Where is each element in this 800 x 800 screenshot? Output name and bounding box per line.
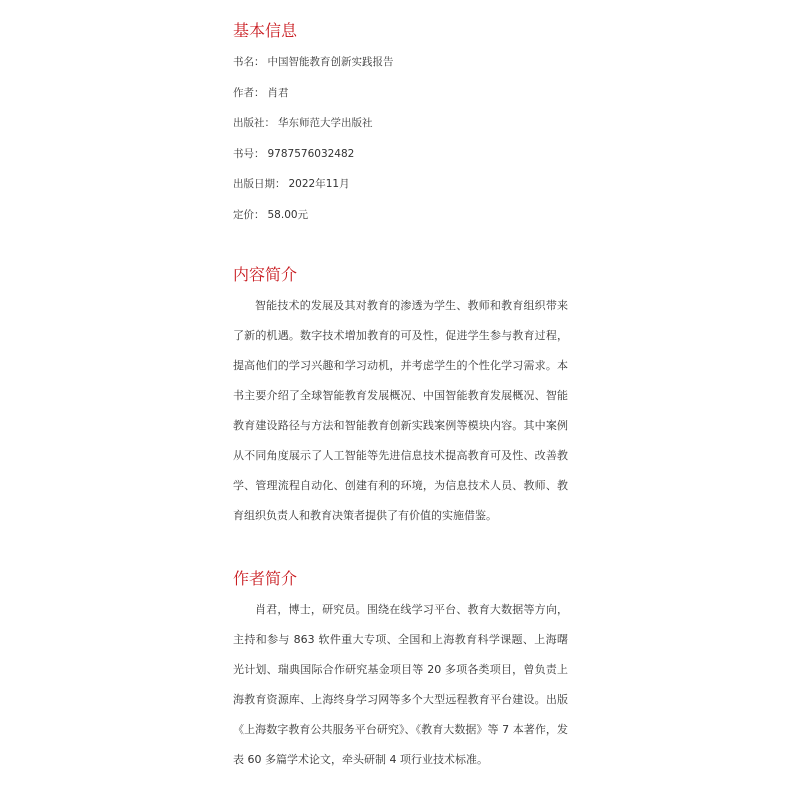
info-title-line: 书名： 中国智能教育创新实践报告 <box>233 56 394 68</box>
info-label: 出版社 <box>233 117 265 129</box>
info-label: 作者 <box>233 87 254 99</box>
info-publisher-line: 出版社： 华东师范大学出版社 <box>233 117 373 129</box>
info-isbn-line: 书号： 9787576032482 <box>233 148 355 160</box>
info-price-line: 定价： 58.00元 <box>233 209 309 221</box>
info-label: 定价 <box>233 209 254 221</box>
info-value: 9787576032482 <box>267 148 355 160</box>
info-label: 书名 <box>233 56 254 68</box>
info-label: 书号 <box>233 148 254 160</box>
info-date-line: 出版日期： 2022年11月 <box>233 178 350 190</box>
content-intro-heading: 内容简介 <box>233 265 298 284</box>
info-value: 肖君 <box>267 87 289 99</box>
basic-info-heading: 基本信息 <box>233 21 298 40</box>
info-label: 出版日期 <box>233 178 275 190</box>
author-intro-text: 肖君，博士，研究员。围绕在线学习平台、教育大数据等方向，主持和参与 863 软件重大专项、全国和上海教育科学课题、上海曙光计划、瑞典国际合作研究基金项目等 20 多项各类项目，曾负责上海教育资源库、上海终身学习网等多个大型远程教育平台建设。出版《上海数字教育公共服务平台研究》、《教育大数据》等 7 本著作，发表 60 多篇学术论文，牵头研制 4 项行业技术标准。 <box>233 603 568 766</box>
info-value: 2022年11月 <box>288 178 350 190</box>
info-value: 华东师范大学出版社 <box>278 117 373 129</box>
author-intro-heading: 作者简介 <box>233 569 298 588</box>
info-author-line: 作者： 肖君 <box>233 87 289 99</box>
info-value: 58.00元 <box>267 209 309 221</box>
content-intro-text: 智能技术的发展及其对教育的渗透为学生、教师和教育组织带来了新的机遇。数字技术增加教育的可及性，促进学生参与教育过程，提高他们的学习兴趣和学习动机，并考虑学生的个性化学习需求。本书主要介绍了全球智能教育发展概况、中国智能教育发展概况、智能教育建设路径与方法和智能教育创新实践案例等模块内容。其中案例从不同角度展示了人工智能等先进信息技术提高教育可及性、改善教学、管理流程自动化、创建有利的环境，为信息技术人员、教师、教育组织负责人和教育决策者提供了有价值的实施借鉴。 <box>233 299 568 522</box>
info-value: 中国智能教育创新实践报告 <box>267 56 394 68</box>
